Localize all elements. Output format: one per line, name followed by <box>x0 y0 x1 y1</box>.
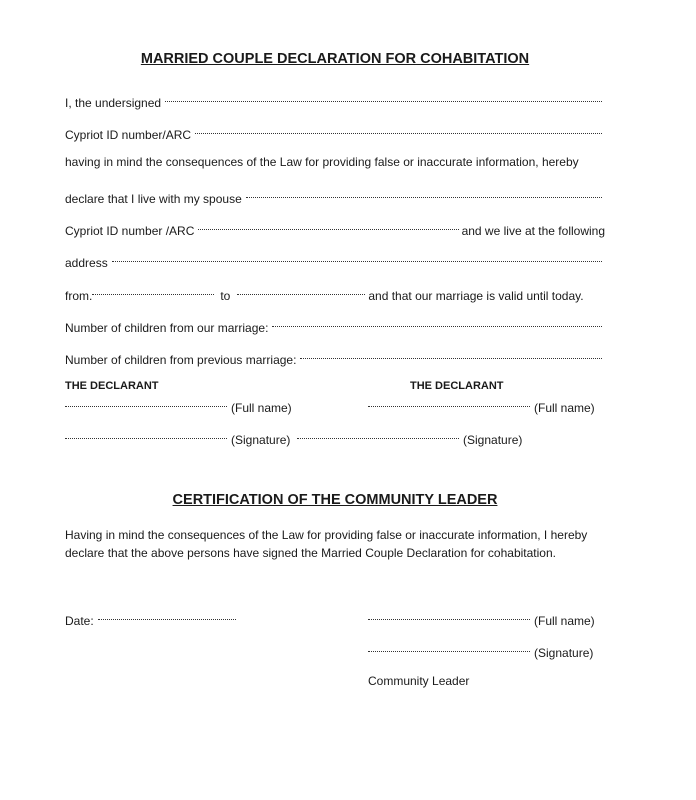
to-blank[interactable] <box>237 282 365 300</box>
spouse-id-field[interactable] <box>65 217 605 238</box>
leader-fullname[interactable] <box>368 607 595 628</box>
declarant-left-signature-label: (Signature) <box>231 433 291 447</box>
spouse-id-label: Cypriot ID number /ARC <box>65 224 195 238</box>
id-label: Cypriot ID number/ARC <box>65 128 192 142</box>
declarant-left-fullname[interactable] <box>65 394 292 415</box>
children-marriage-label: Number of children from our marriage: <box>65 321 269 335</box>
children-previous-blank[interactable] <box>300 346 602 364</box>
certification-paragraph <box>65 526 610 562</box>
id-blank[interactable] <box>195 121 602 139</box>
declarant-left-heading: THE DECLARANT <box>65 380 159 392</box>
address-blank[interactable] <box>112 249 602 267</box>
address-intro-text: and we live at the following <box>461 224 605 238</box>
children-marriage-blank[interactable] <box>272 314 602 332</box>
community-leader-label: Community Leader <box>368 674 470 688</box>
declarant-left-fullname-blank[interactable] <box>65 394 227 412</box>
children-marriage-field[interactable] <box>65 314 605 335</box>
valid-text: and that our marriage is valid until today. <box>368 289 584 303</box>
declarant-right-fullname-label: (Full name) <box>534 401 595 415</box>
declaration-title: MARRIED COUPLE DECLARATION FOR COHABITATION <box>140 51 530 67</box>
declarant-right-signature[interactable] <box>297 426 523 447</box>
date-label: Date: <box>65 614 94 628</box>
leader-signature-blank[interactable] <box>368 639 530 657</box>
leader-signature[interactable] <box>368 639 594 660</box>
declarant-left-fullname-label: (Full name) <box>231 401 292 415</box>
address-label: address <box>65 256 108 270</box>
statement-text: having in mind the consequences of the Law for providing false or inaccurate information, hereby <box>65 155 579 169</box>
address-field[interactable] <box>65 249 605 270</box>
declarant-right-signature-label: (Signature) <box>463 433 523 447</box>
certification-paragraph-line2: declare that the above persons have signed the Married Couple Declaration for cohabitation. <box>65 546 556 560</box>
undersigned-label: I, the undersigned <box>65 96 162 110</box>
children-previous-field[interactable] <box>65 346 605 367</box>
certification-title: CERTIFICATION OF THE COMMUNITY LEADER <box>172 492 498 508</box>
spouse-field[interactable] <box>65 185 605 206</box>
declarant-right-heading: THE DECLARANT <box>410 380 504 392</box>
to-label: to <box>220 289 231 303</box>
id-field[interactable] <box>65 121 605 142</box>
undersigned-blank[interactable] <box>165 89 602 107</box>
date-blank[interactable] <box>98 607 236 625</box>
leader-fullname-label: (Full name) <box>534 614 595 628</box>
leader-signature-label: (Signature) <box>534 646 594 660</box>
spouse-label: declare that I live with my spouse <box>65 192 242 206</box>
declarant-right-fullname[interactable] <box>368 394 595 415</box>
spouse-blank[interactable] <box>246 185 602 203</box>
from-blank[interactable] <box>92 282 214 300</box>
spouse-id-blank[interactable] <box>198 217 458 235</box>
declarant-right-fullname-blank[interactable] <box>368 394 530 412</box>
from-label: from. <box>65 289 93 303</box>
period-field[interactable] <box>65 282 605 303</box>
date-field[interactable] <box>65 607 240 628</box>
undersigned-field[interactable] <box>65 89 605 110</box>
leader-fullname-blank[interactable] <box>368 607 530 625</box>
certification-paragraph-line1: Having in mind the consequences of the Law for providing false or inaccurate information, I hereby <box>65 528 588 542</box>
declarant-left-signature[interactable] <box>65 426 291 447</box>
children-previous-label: Number of children from previous marriage: <box>65 353 297 367</box>
declarant-right-signature-blank[interactable] <box>297 426 459 444</box>
declarant-left-signature-blank[interactable] <box>65 426 227 444</box>
